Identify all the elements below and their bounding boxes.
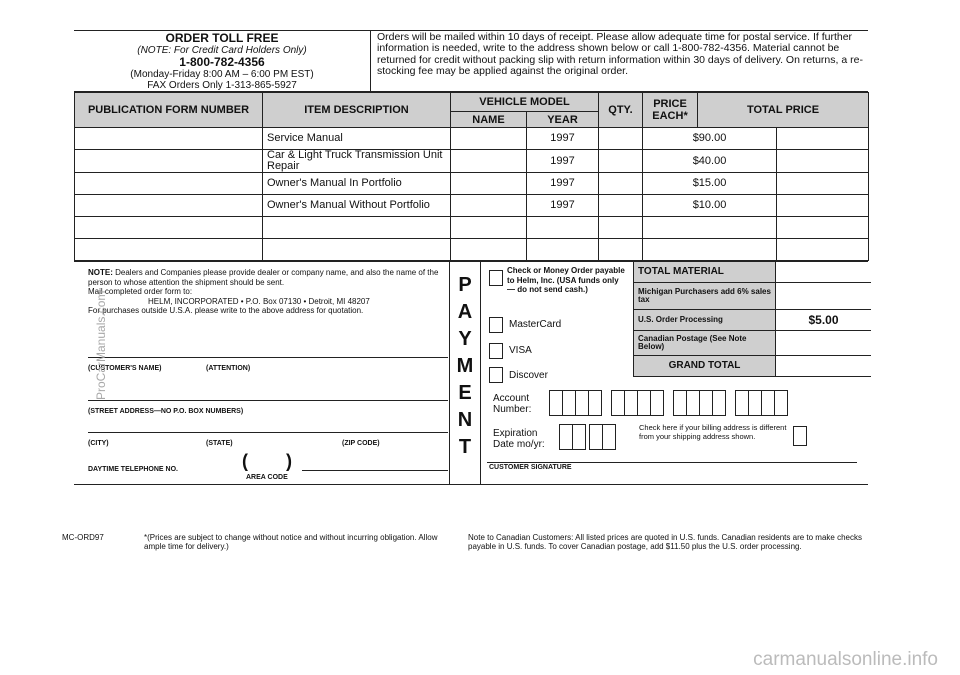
pub-number-cell[interactable] [75,239,263,261]
year-cell[interactable] [527,239,599,261]
col-qty: QTY. [599,93,643,128]
price-cell: $15.00 [643,173,777,195]
name-cell[interactable] [451,195,527,217]
price-cell[interactable] [643,239,777,261]
payment-letter: E [458,382,472,404]
customer-signature-line[interactable] [487,462,857,463]
customer-name-label: (CUSTOMER'S NAME) [88,365,162,372]
qty-cell[interactable] [599,150,643,173]
order-table [74,92,869,261]
form-code: MC-ORD97 [62,533,104,542]
zip-code-label: (ZIP CODE) [342,440,380,447]
total-cell[interactable] [777,150,869,173]
total-material-value[interactable] [775,262,871,282]
payment-vertical-label [450,262,480,484]
michigan-tax-row [634,283,871,310]
qty-cell[interactable] [599,128,643,150]
payment-section [480,262,868,484]
canadian-postage-row [634,331,871,356]
toll-free-box [74,31,371,91]
table-row [75,217,869,239]
discover-label: Discover [509,370,548,381]
check-money-order-checkbox[interactable] [489,270,503,286]
us-order-processing-value: $5.00 [775,310,871,330]
pub-number-cell[interactable] [75,173,263,195]
description-cell: Car & Light Truck Transmission Unit Repair [263,150,451,173]
billing-address-note: Check here if your billing address is different from your shipping address shown. [639,423,787,441]
mailing-info: Orders will be mailed within 10 days of receipt. Please allow adequate time for postal service. If further information is needed, write to the address shown below or call 1-800-782-4356. Material cannot be returned for credit without packing slip with return information within 30 days of delivery. On returns, a re-stocking fee may be applied against the original order. [377,31,863,78]
total-cell[interactable] [777,217,869,239]
toll-phone: 1-800-782-4356 [179,55,265,69]
col-name: NAME [451,112,527,128]
col-total-price: TOTAL PRICE [698,93,869,128]
year-cell: 1997 [527,128,599,150]
table-row [75,173,869,195]
helm-address: HELM, INCORPORATED • P.O. Box 07130 • Detroit, MI 48207 [148,296,370,306]
year-cell: 1997 [527,173,599,195]
account-number-boxes[interactable] [549,390,601,416]
telephone-label: DAYTIME TELEPHONE NO. [88,466,178,473]
dealer-note [88,268,448,316]
pub-number-cell[interactable] [75,195,263,217]
name-cell[interactable] [451,217,527,239]
price-cell: $10.00 [643,195,777,217]
us-order-processing-row [634,310,871,331]
name-cell[interactable] [451,239,527,261]
side-watermark: ProCarManuals.com [94,290,108,400]
price-disclaimer: *(Prices are subject to change without notice and without incurring obligation. Allow ample time for delivery.) [144,533,438,551]
discover-checkbox[interactable] [489,367,503,383]
qty-cell[interactable] [599,217,643,239]
shipping-section [74,262,450,484]
total-cell[interactable] [777,173,869,195]
price-cell[interactable] [643,217,777,239]
qty-cell[interactable] [599,239,643,261]
visa-checkbox[interactable] [489,343,503,359]
qty-cell[interactable] [599,195,643,217]
name-cell[interactable] [451,150,527,173]
year-cell: 1997 [527,150,599,173]
col-year: YEAR [527,112,599,128]
canadian-customers-note: Note to Canadian Customers: All listed prices are quoted in U.S. funds. Canadian residents are to make checks payable in U.S. funds. To cover Canadian postage, add $11.50 plus the U.S. order processing. [468,533,862,551]
qty-cell[interactable] [599,173,643,195]
account-number-boxes[interactable] [611,390,663,416]
description-cell: Service Manual [263,128,451,150]
customer-signature-label: CUSTOMER SIGNATURE [489,464,572,471]
payment-letter: T [458,436,472,458]
col-pub-form-number: PUBLICATION FORM NUMBER [75,93,263,128]
name-cell[interactable] [451,173,527,195]
account-number-label: Account Number: [493,393,532,415]
customer-name-line[interactable] [88,357,448,358]
expiration-year-boxes[interactable] [589,424,615,450]
table-row [75,195,869,217]
canadian-postage-value[interactable] [775,331,871,355]
note-label: NOTE: [88,268,113,277]
mail-to-label: Mail completed order form to: [88,287,193,296]
totals-box [633,262,871,377]
telephone-line[interactable] [302,470,448,471]
total-cell[interactable] [777,239,869,261]
total-cell[interactable] [777,128,869,150]
col-price-each: PRICE EACH* [643,93,698,128]
shipping-payment-section [74,261,868,485]
grand-total-row [634,356,871,376]
description-cell[interactable] [263,239,451,261]
grand-total-value[interactable] [775,356,871,376]
mastercard-checkbox[interactable] [489,317,503,333]
city-state-zip-line[interactable] [88,432,448,433]
us-order-processing-label: U.S. Order Processing [634,310,775,330]
description-cell: Owner's Manual Without Portfolio [263,195,451,217]
note-text: Dealers and Companies please provide dealer or company name, and also the name of the person to whose attention the shipment should be sent. [88,268,439,287]
account-number-boxes[interactable] [735,390,787,416]
corner-watermark: carmanualsonline.info [753,649,938,670]
michigan-tax-label: Michigan Purchasers add 6% sales tax [634,283,775,309]
toll-fax: FAX Orders Only 1-313-865-5927 [147,80,297,91]
street-address-label: (STREET ADDRESS—NO P.O. BOX NUMBERS) [88,408,244,415]
payment-letter: M [456,355,474,377]
pub-number-cell[interactable] [75,217,263,239]
toll-hours: (Monday-Friday 8:00 AM – 6:00 PM EST) [130,69,314,80]
check-money-order-label: Check or Money Order payable to Helm, Inc. (USA funds only — do not send cash.) [507,266,625,294]
year-cell: 1997 [527,195,599,217]
outside-usa-note: For purchases outside U.S.A. please write to the above address for quotation. [88,306,364,315]
col-vehicle-model: VEHICLE MODEL [451,93,599,112]
total-cell[interactable] [777,195,869,217]
toll-note: (NOTE: For Credit Card Holders Only) [137,45,307,56]
total-material-label: TOTAL MATERIAL [634,262,775,282]
col-item-description: ITEM DESCRIPTION [263,93,451,128]
total-material-row [634,262,871,283]
name-cell[interactable] [451,128,527,150]
payment-letter: P [458,274,472,296]
payment-letter: A [457,301,473,323]
table-row [75,239,869,261]
account-number-boxes[interactable] [673,390,725,416]
city-label: (CITY) [88,440,109,447]
canadian-postage-label: Canadian Postage (See Note Below) [634,331,775,355]
grand-total-label: GRAND TOTAL [634,356,775,376]
state-label: (STATE) [206,440,233,447]
area-code-close-paren: ) [286,451,292,471]
toll-title: ORDER TOLL FREE [165,31,279,45]
payment-letter: N [457,409,473,431]
michigan-tax-value[interactable] [775,283,871,309]
area-code-open-paren: ( [242,451,248,471]
year-cell[interactable] [527,217,599,239]
pub-number-cell[interactable] [75,128,263,150]
description-cell: Owner's Manual In Portfolio [263,173,451,195]
table-row [75,150,869,173]
attention-label: (ATTENTION) [206,365,251,372]
payment-letter: Y [458,328,472,350]
mastercard-label: MasterCard [509,319,562,330]
expiration-date-label: Expiration Date mo/yr: [493,428,545,450]
order-form [74,30,868,485]
price-cell: $90.00 [643,128,777,150]
pub-number-cell[interactable] [75,150,263,173]
description-cell[interactable] [263,217,451,239]
expiration-month-boxes[interactable] [559,424,585,450]
area-code-label: AREA CODE [246,474,288,481]
billing-address-checkbox[interactable] [793,426,807,446]
visa-label: VISA [509,345,532,356]
street-address-line[interactable] [88,400,448,401]
table-row [75,128,869,150]
price-cell: $40.00 [643,150,777,173]
order-header [74,30,868,92]
